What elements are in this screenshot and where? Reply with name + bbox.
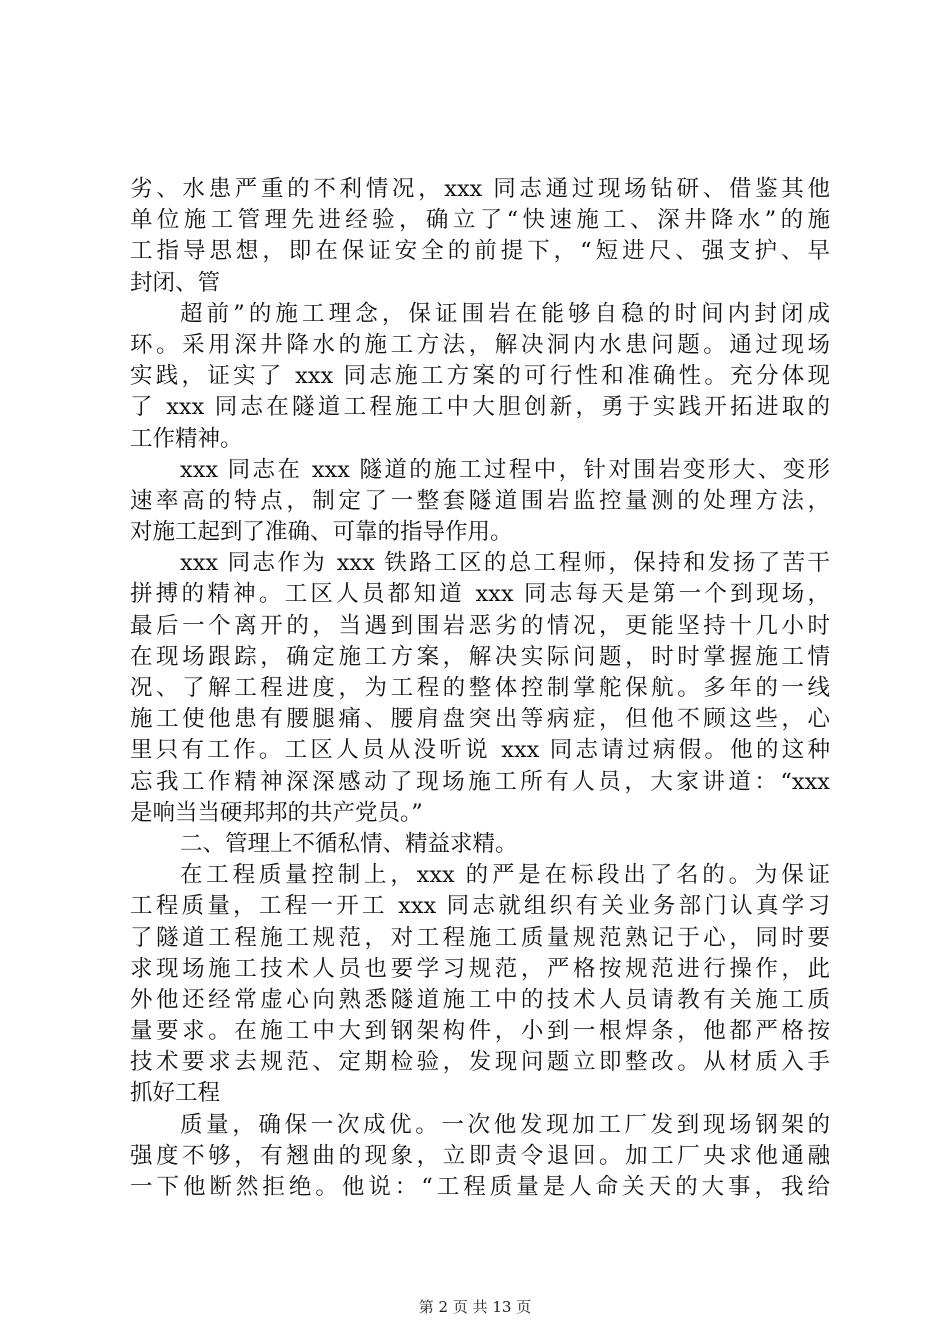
text-line: 超前”的施工理念，保证围岩在能够自稳的时间内封闭成 bbox=[180, 300, 830, 327]
text-line: 况、了解工程进度，为工程的整体控制掌舵保航。多年的一线 bbox=[130, 675, 830, 701]
text-line: 工作精神。 bbox=[130, 425, 243, 452]
text-line: 一下他断然拒绝。他说：“工程质量是人命关天的大事，我给 bbox=[130, 1174, 830, 1200]
text-line: 在现场跟踪，确定施工方案，解决实际问题，时时掌握施工情 bbox=[130, 643, 830, 670]
text-line: 了 xxx 同志在隧道工程施工中大胆创新，勇于实践开拓进取的 bbox=[130, 394, 830, 421]
text-line: 劣、水患严重的不利情况，xxx 同志通过现场钻研、借鉴其他 bbox=[130, 176, 830, 202]
text-line: 里只有工作。工区人员从没听说 xxx 同志请过病假。他的这种 bbox=[130, 737, 830, 764]
document-body bbox=[130, 174, 830, 1203]
text-line: 工程质量，工程一开工 xxx 同志就组织有关业务部门认真学习 bbox=[130, 893, 830, 920]
text-line: 速率高的特点，制定了一整套隧道围岩监控量测的处理方法， bbox=[130, 487, 830, 514]
page-footer: 第 2 页 共 13 页 bbox=[418, 1298, 532, 1316]
text-line: 最后一个离开的，当遇到围岩恶劣的情况，更能坚持十几小时 bbox=[130, 612, 830, 639]
text-line: 外他还经常虚心向熟悉隧道施工中的技术人员请教有关施工质 bbox=[130, 986, 830, 1013]
text-line: 环。采用深井降水的施工方法，解决洞内水患问题。通过现场 bbox=[130, 331, 830, 358]
text-line: 了隧道工程施工规范，对工程施工质量规范熟记于心，同时要 bbox=[130, 924, 830, 951]
text-line: 拼搏的精神。工区人员都知道 xxx 同志每天是第一个到现场， bbox=[130, 581, 830, 608]
text-line: 量要求。在施工中大到钢架构件，小到一根焊条，他都严格按 bbox=[130, 1018, 830, 1045]
text-line: 求现场施工技术人员也要学习规范，严格按规范进行操作，此 bbox=[130, 955, 830, 982]
text-line: 封闭、管 bbox=[130, 269, 221, 296]
text-line: 强度不够，有翘曲的现象，立即责令退回。加工厂央求他通融 bbox=[130, 1142, 830, 1169]
text-line: 单位施工管理先进经验，确立了“快速施工、深井降水”的施 bbox=[130, 207, 830, 234]
text-line: 对施工起到了准确、可靠的指导作用。 bbox=[130, 519, 513, 546]
text-line: 二、管理上不循私情、精益求精。 bbox=[180, 830, 518, 857]
text-line: 质量，确保一次成优。一次他发现加工厂发到现场钢架的 bbox=[180, 1111, 830, 1138]
text-line: 是响当当硬邦邦的共产党员。” bbox=[130, 799, 423, 826]
text-line: xxx 同志作为 xxx 铁路工区的总工程师，保持和发扬了苦干 bbox=[180, 550, 830, 577]
text-line: xxx 同志在 xxx 隧道的施工过程中，针对围岩变形大、变形 bbox=[180, 456, 830, 483]
text-line: 实践，证实了 xxx 同志施工方案的可行性和准确性。充分体现 bbox=[130, 363, 830, 390]
text-line: 工指导思想，即在保证安全的前提下，“短进尺、强支护、早 bbox=[130, 238, 830, 265]
text-line: 技术要求去规范、定期检验，发现问题立即整改。从材质入手 bbox=[130, 1049, 830, 1076]
text-line: 忘我工作精神深深感动了现场施工所有人员，大家讲道：“xxx bbox=[130, 768, 830, 795]
text-line: 在工程质量控制上，xxx 的严是在标段出了名的。为保证 bbox=[180, 862, 830, 889]
text-line: 施工使他患有腰腿痛、腰肩盘突出等病症，但他不顾这些，心 bbox=[130, 706, 830, 733]
text-line: 抓好工程 bbox=[130, 1080, 221, 1107]
